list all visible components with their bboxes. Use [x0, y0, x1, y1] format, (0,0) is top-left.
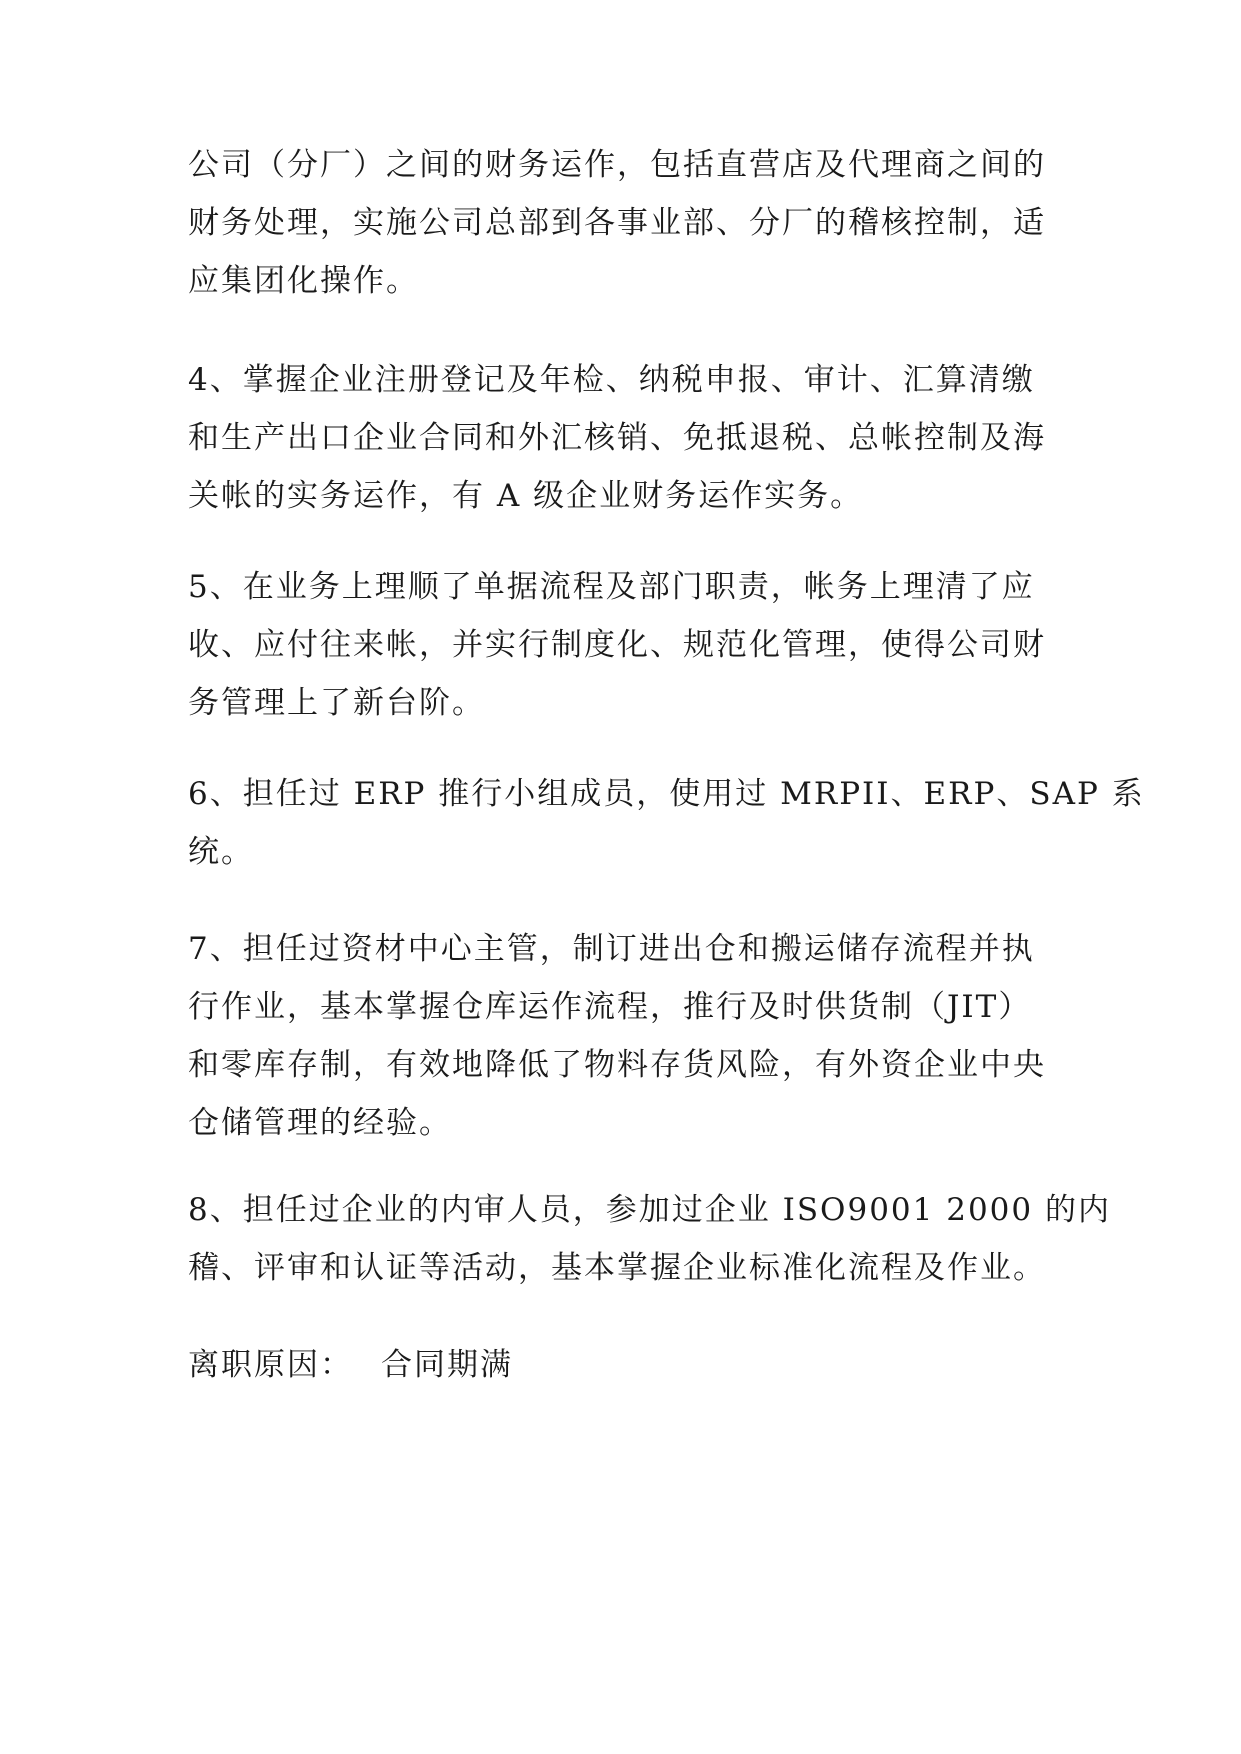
leaving-reason-line — [188, 1336, 1068, 1394]
text-line: 和生产出口企业合同和外汇核销、免抵退税、总帐控制及海 — [188, 420, 1046, 456]
text-line: 仓储管理的经验。 — [188, 1105, 452, 1141]
text-line: 5、在业务上理顺了单据流程及部门职责，帐务上理清了应 — [188, 569, 1035, 605]
text-line: 8、担任过企业的内审人员，参加过企业 ISO9001 2000 的内 — [188, 1192, 1111, 1228]
paragraph-item-8 — [188, 1181, 1111, 1297]
paragraph-item-7 — [188, 920, 1068, 1152]
leaving-reason-value: 合同期满 — [381, 1347, 513, 1383]
paragraph-continuation — [188, 136, 1068, 310]
text-line: 行作业，基本掌握仓库运作流程，推行及时供货制（JIT） — [188, 989, 1032, 1025]
text-line: 收、应付往来帐，并实行制度化、规范化管理，使得公司财 — [188, 627, 1046, 663]
text-line: 6、担任过 ERP 推行小组成员，使用过 MRPII、ERP、SAP 系 — [188, 776, 1145, 812]
paragraph-item-5 — [188, 558, 1068, 732]
text-line: 公司（分厂）之间的财务运作，包括直营店及代理商之间的 — [188, 147, 1046, 183]
paragraph-item-6 — [188, 765, 1145, 881]
text-line: 稽、评审和认证等活动，基本掌握企业标准化流程及作业。 — [188, 1250, 1046, 1286]
text-line: 7、担任过资材中心主管，制订进出仓和搬运储存流程并执 — [188, 931, 1035, 967]
paragraph-item-4 — [188, 351, 1068, 525]
text-line: 财务处理，实施公司总部到各事业部、分厂的稽核控制，适 — [188, 205, 1046, 241]
text-line: 务管理上了新台阶。 — [188, 685, 485, 721]
text-line: 和零库存制，有效地降低了物料存货风险，有外资企业中央 — [188, 1047, 1046, 1083]
text-line: 统。 — [188, 834, 254, 870]
text-line: 4、掌握企业注册登记及年检、纳税申报、审计、汇算清缴 — [188, 362, 1035, 398]
leaving-reason — [188, 1336, 1068, 1394]
leaving-reason-label: 离职原因： — [188, 1347, 353, 1383]
text-line: 关帐的实务运作，有 A 级企业财务运作实务。 — [188, 478, 864, 514]
text-line: 应集团化操作。 — [188, 263, 419, 299]
